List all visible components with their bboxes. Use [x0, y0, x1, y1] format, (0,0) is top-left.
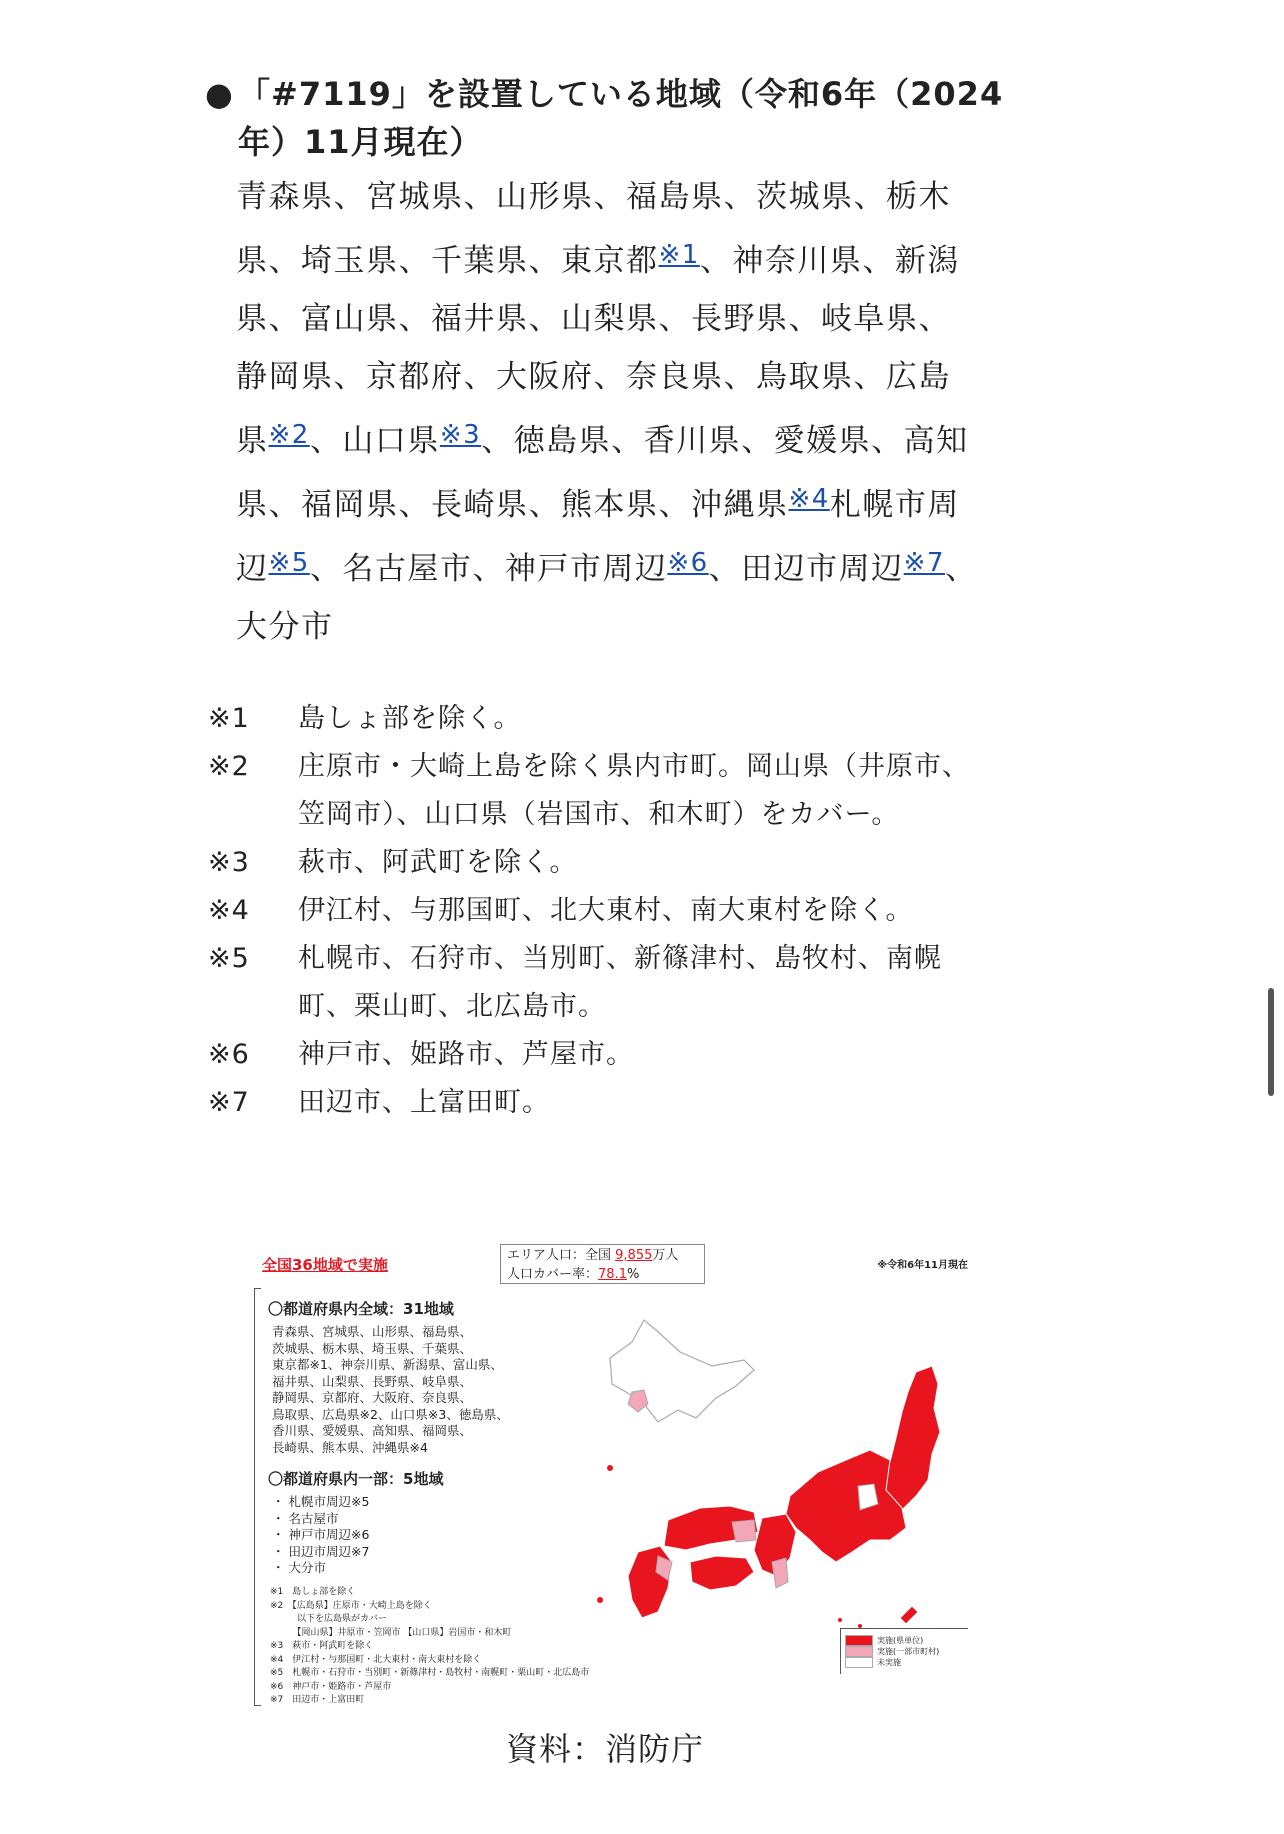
footnote-item: [208, 839, 981, 887]
map-island: [597, 1597, 603, 1603]
footnote-text: 神戸市、姫路市、芦屋市。: [298, 1039, 634, 1070]
footnote-ref-link[interactable]: ※5: [268, 548, 310, 578]
scrollbar-thumb[interactable]: [1268, 988, 1274, 1096]
region-text: 、名古屋市、神戸市周辺: [309, 551, 668, 587]
map-island: [607, 1465, 613, 1471]
figure-footnote-line: ※3 萩市・阿武町を除く: [270, 1641, 374, 1651]
area-pop-label: エリア人口：全国: [507, 1248, 616, 1263]
figure-bullet-line: ・ 神戸市周辺※6: [272, 1527, 370, 1542]
footnote-item: [208, 743, 981, 839]
footnote-mark: ※1: [208, 703, 250, 734]
legend-swatch: [845, 1635, 873, 1646]
footnote-list: [208, 695, 981, 1127]
map-kii-partial: [772, 1558, 788, 1588]
figure-footnote-line: 以下を広島県がカバー: [270, 1614, 388, 1624]
region-text: 、田辺市周辺: [708, 551, 904, 587]
figure-list-all: [272, 1324, 542, 1456]
footnote-item: [208, 1031, 981, 1079]
figure-footnote-line: ※1 島しょ部を除く: [270, 1587, 356, 1597]
figure-list-line: 鳥取県、広島県※2、山口県※3、徳島県、: [272, 1406, 509, 1422]
footnote-item: [208, 935, 981, 1031]
legend-label: 実施(県単位): [877, 1635, 924, 1645]
map-legend: [840, 1628, 968, 1674]
footnote-text: 札幌市、石狩市、当別町、新篠津村、島牧村、南幌町、栗山町、北広島市。: [298, 943, 942, 1022]
japan-map: [540, 1300, 980, 1630]
footnote-mark: ※2: [208, 751, 250, 782]
figure-list-line: 香川県、愛媛県、高知県、福岡県、: [272, 1423, 473, 1438]
figure-date: ※令和6年11月現在: [877, 1260, 968, 1271]
figure-bullet-line: ・ 札幌市周辺※5: [272, 1494, 370, 1509]
map-okayama-partial: [732, 1520, 756, 1542]
figure-section-partial: 〇都道府県内一部：5地域: [268, 1470, 444, 1488]
coverage-map-figure: [250, 1240, 980, 1710]
map-island: [838, 1618, 842, 1622]
footnote-ref-link[interactable]: ※3: [439, 420, 482, 450]
legend-row: [845, 1657, 964, 1668]
footnote-ref-link[interactable]: ※4: [788, 484, 830, 514]
figure-footnote-line: ※5 札幌市・石狩市・当別町・新篠津村・島牧村・南幌町・栗山町・北広島市: [270, 1668, 590, 1678]
figure-list-line: 茨城県、栃木県、埼玉県、千葉県、: [272, 1340, 473, 1356]
map-kyushu: [628, 1546, 672, 1618]
footnote-text: 田辺市、上富田町。: [298, 1087, 550, 1118]
figure-footnote-line: ※7 田辺市・上富田町: [270, 1695, 365, 1705]
footnote-item: [208, 887, 981, 935]
figure-footnote-line: ※6 神戸市・姫路市・芦屋市: [270, 1681, 392, 1692]
footnote-mark: ※5: [208, 943, 250, 974]
footnote-text: 萩市、阿武町を除く。: [298, 847, 578, 878]
figure-bullet-line: ・ 田辺市周辺※7: [272, 1543, 370, 1559]
footnote-ref-link[interactable]: ※1: [658, 240, 700, 270]
footnote-mark: ※3: [208, 847, 250, 878]
footnote-item: [208, 695, 981, 743]
region-text: 、神奈川県、新潟県、富山県、福井県、山梨県、長野県、岐阜県、静岡県、京都府、大阪府、奈良県、鳥取県、広島県: [236, 243, 960, 459]
figure-list-partial: [272, 1494, 369, 1577]
figure-footnote-line: ※4 伊江村・与那国町・北大東村・南大東村を除く: [270, 1654, 482, 1665]
population-box: [500, 1244, 705, 1284]
region-text: 、徳島県、香川県、愛媛県、高知県、福岡県、長崎県、熊本県、沖縄県: [236, 423, 969, 523]
source-caption: 資料：消防庁: [505, 1730, 704, 1768]
region-list: [236, 168, 981, 656]
bullet-icon: ●: [205, 75, 234, 113]
footnote-ref-link[interactable]: ※6: [667, 548, 709, 578]
section-heading: [205, 70, 1018, 166]
area-pop-value: 9,855: [615, 1248, 653, 1263]
figure-list-line: 青森県、宮城県、山形県、福島県、: [272, 1324, 473, 1339]
figure-footnote-line: ※2 【広島県】庄原市・大崎上島を除く: [270, 1600, 432, 1611]
map-shikoku: [690, 1556, 754, 1590]
coverage-label: 人口カバー率：: [507, 1267, 599, 1282]
footnote-ref-link[interactable]: ※7: [903, 548, 945, 578]
coverage-value: 78.1: [598, 1267, 627, 1282]
legend-label: 実施(一部市町村): [877, 1646, 940, 1656]
legend-label: 未実施: [877, 1657, 901, 1667]
legend-row: [845, 1646, 964, 1657]
figure-footnote-line: 【岡山県】井原市・笠岡市 【山口県】岩国市・和木町: [270, 1627, 512, 1638]
figure-list-line: 東京都※1、神奈川県、新潟県、富山県、: [272, 1357, 503, 1372]
region-text: 、大分市: [236, 551, 978, 645]
figure-bullet-line: ・ 名古屋市: [272, 1510, 339, 1526]
figure-title: 全国36地域で実施: [262, 1256, 388, 1274]
footnote-mark: ※6: [208, 1039, 250, 1070]
footnote-ref-link[interactable]: ※2: [268, 420, 310, 450]
figure-list-line: 静岡県、京都府、大阪府、奈良県、: [272, 1390, 473, 1405]
figure-bracket: [254, 1288, 261, 1706]
footnote-mark: ※4: [208, 895, 250, 926]
footnote-mark: ※7: [208, 1087, 250, 1118]
region-text: 青森県、宮城県、山形県、福島県、茨城県、栃木県、埼玉県、千葉県、東京都: [236, 179, 951, 279]
figure-list-line: 長崎県、熊本県、沖縄県※4: [272, 1439, 428, 1455]
heading-text: 「#7119」を設置している地域（令和6年（2024年）11月現在）: [238, 75, 1004, 161]
legend-swatch: [845, 1646, 873, 1657]
figure-section-all: 〇都道府県内全域：31地域: [268, 1300, 454, 1318]
legend-row: [845, 1635, 964, 1646]
legend-swatch: [845, 1657, 873, 1668]
region-text: 、山口県: [309, 423, 440, 459]
footnote-item: [208, 1079, 981, 1127]
region-text: 札幌市周辺: [236, 487, 960, 587]
figure-bullet-line: ・ 大分市: [272, 1560, 326, 1575]
area-pop-unit: 万人: [652, 1248, 679, 1263]
map-okinawa: [900, 1606, 918, 1624]
map-kanto-chubu: [786, 1450, 906, 1562]
footnote-text: 伊江村、与那国町、北大東村、南大東村を除く。: [298, 895, 914, 926]
coverage-unit: %: [626, 1267, 640, 1282]
map-tohoku: [880, 1366, 940, 1510]
figure-list-line: 福井県、山梨県、長野県、岐阜県、: [272, 1373, 473, 1389]
footnote-text: 島しょ部を除く。: [298, 703, 522, 734]
footnote-text: 庄原市・大崎上島を除く県内市町。岡山県（井原市、笠岡市）、山口県（岩国市、和木町）をカバー。: [298, 751, 970, 830]
